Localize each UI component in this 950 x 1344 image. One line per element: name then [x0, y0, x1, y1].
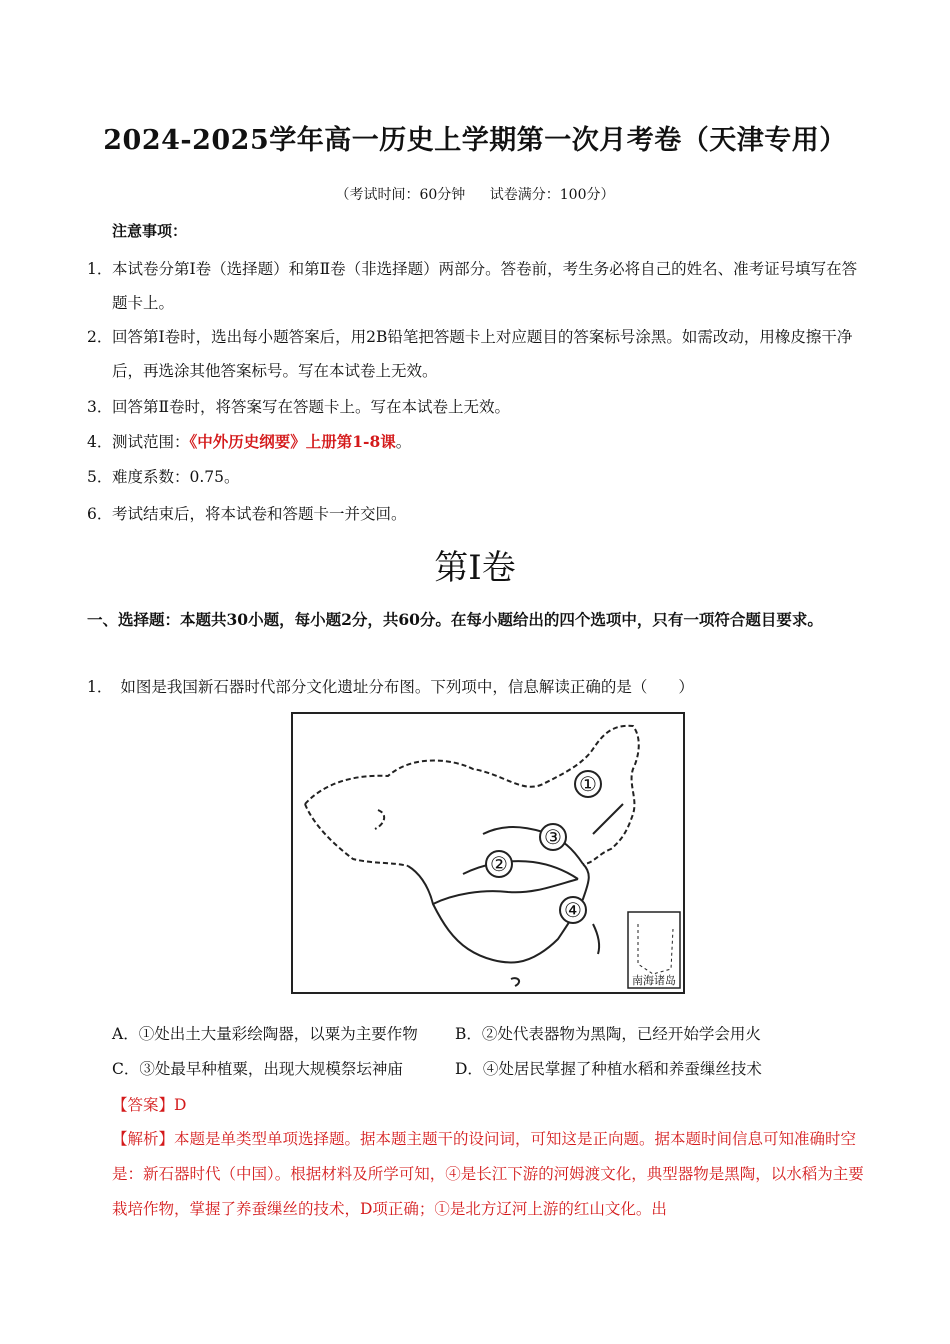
page-title: 2024-2025学年高一历史上学期第一次月考卷（天津专用） — [103, 125, 847, 156]
option-a: A．①处出土大量彩绘陶器，以粟为主要作物 — [112, 1025, 418, 1043]
marker-1: ① — [579, 772, 597, 796]
china-outline-map — [293, 714, 683, 992]
exam-time: （考试时间：60分钟 — [335, 187, 466, 203]
marker-3: ③ — [544, 825, 562, 849]
inset-label: 南海诸岛 — [632, 974, 676, 987]
volume-heading: 第Ⅰ卷 — [434, 548, 516, 588]
analysis — [112, 1122, 872, 1227]
test-scope: 《中外历史纲要》上册第1-8课 — [189, 432, 396, 451]
notice-heading: 注意事项： — [112, 222, 188, 240]
answer: 【答案】D — [112, 1096, 187, 1114]
marker-4: ④ — [564, 898, 582, 922]
option-c: C．③处最早种植粟，出现大规模祭坛神庙 — [112, 1060, 403, 1078]
option-b: B．②处代表器物为黑陶，已经开始学会用火 — [455, 1025, 761, 1043]
analysis-text: 本题是单类型单项选择题。据本题主题干的设问词，可知这是正向题。据本题时间信息可知准确时空是：新石器时代（中国）。根据材料及所学可知，④是长江下游的河姆渡文化，典型器物是黑陶，以水稻为主要栽培作物，掌握了养蚕缫丝的技术，D项正确；①是北方辽河上游的红山文化。出 — [112, 1130, 864, 1218]
neolithic-sites-map — [291, 712, 685, 994]
question-1-stem: 1． 如图是我国新石器时代部分文化遗址分布图。下列项中，信息解读正确的是（ ） — [87, 678, 694, 696]
exam-score: 试卷满分：100分） — [489, 187, 615, 203]
analysis-label: 【解析】 — [112, 1130, 175, 1148]
option-d: D．④处居民掌握了种植水稻和养蚕缫丝技术 — [455, 1060, 762, 1078]
exam-info — [0, 184, 950, 204]
section-heading: 一、选择题：本题共30小题，每小题2分，共60分。在每小题给出的四个选项中，只有一项符合题目要求。 — [87, 610, 823, 629]
marker-2: ② — [490, 852, 508, 876]
